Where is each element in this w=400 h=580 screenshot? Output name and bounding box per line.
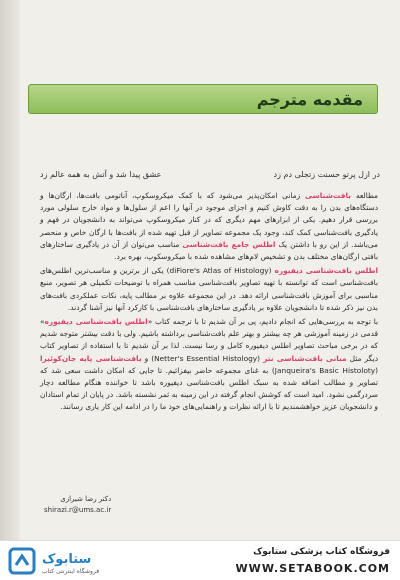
- translator-name: دکتر رضا شیرازی: [60, 495, 112, 503]
- logo-text: ستابوک: [42, 552, 92, 567]
- paragraph-1: [40, 190, 378, 263]
- text-run: مطالعه: [351, 191, 378, 200]
- text-run: (diFiore's Atlas of Histology) یکی از برترین و مناسب‌ترین اطلس‌های بافت‌شناسی است که توانسته با تهیه تصاویر بافت‌شناسی مناسب همراه با توضیحات تکمیلی هر تصویر، منبع مناسبی برای آموزش بافت‌شناسی ارائه دهد. در این مجموعه علاوه بر مطالب پایه، نکات عملکردی بافت‌های بدن نیز ذکر شده تا دانشجویان علاوه بر یادگیری ساختارهای بافت‌شناسی با کارکرد آنها نیز آشنا گردند.: [40, 266, 378, 312]
- text-run: زمانی امکان‌پذیر می‌شود که با کمک میکروسکوپ، آناتومی بافت‌ها، ارگان‌ها و دستگاه‌های بدن را به دقت کاوش کنیم و اجزای موجود در آنها را اعم از سلول‌ها و مواد خارج سلولی مورد بررسی قرار دهیم. یکی از ابزارهای مهم دیگری که در کنار میکروسکوپ می‌تواند به دانشجویان در فهم و یادگیری بافت‌شناسی کمک کند، وجود یک مجموعه تصاویر از قبل تهیه شده از بافت‌ها با ارگان خاص و منحصر می‌باشد. از این رو با داشتن یک: [40, 191, 379, 249]
- page-title: مقدمه مترجم: [256, 89, 363, 109]
- setabook-logo: [8, 545, 128, 577]
- poem: [40, 170, 380, 179]
- chapter-banner: [28, 84, 378, 114]
- text-run: با توجه به بررسی‌هایی که انجام دادیم، پی بر آن شدیم تا با ترجمه کتاب «: [147, 317, 378, 327]
- highlighted-term: اطلس بافت‌شناسی دیفیوره: [274, 266, 378, 276]
- highlighted-term: بافت‌شناسی پایه جان‌کوئیرا: [40, 353, 142, 363]
- store-url[interactable]: WWW.SETABOOK.COM: [235, 562, 390, 575]
- highlighted-term: اطلس بافت‌شناسی دیفیوره: [44, 317, 148, 327]
- highlighted-term: بافت‌شناسی: [305, 191, 352, 200]
- page-binding: [0, 0, 20, 540]
- preface-body: [40, 190, 378, 416]
- text-run: (Netter's Essential Histology) و: [141, 353, 264, 363]
- logo-subtext: فروشگاه اینترنتی کتاب: [42, 568, 100, 575]
- signature: [44, 494, 111, 516]
- text-run: (Janqueira's Basic Histoloty) به غنای مجموعه حاضر بیفزائیم. تا جایی که امکان داشت سعی شد که تصاویر و مطالب اضافه شده به سبک اطلس بافت‌شناسی دیفیوره باشد تا خواننده هنگام مطالعه دچار سردرگمی نشود. امید است که کوشش انجام گرفته در این زمینه به ثمر نشسته باشد. در پایان از تمام استادان و دانشجویان عزیز خواهشمندیم تا با ارائه نظرات و راهنمایی‌های خود ما را در ادامه این کار یاری رسانند.: [40, 365, 379, 412]
- store-footer: [0, 540, 400, 580]
- highlighted-term: مبانی بافت‌شناسی نتر: [263, 353, 347, 363]
- store-name: فروشگاه کتاب پزشکی ستابوک: [253, 547, 390, 557]
- text-run: » قدمی در زمینه آموزشی هر چه بیشتر و بهتر علم بافت‌شناسی برداشته باشیم. ولی با دقت بیشتر متوجه شدیم که در برخی مباحث تصاویر اطلس دیفیوره کامل و رسا نیست. لذا بر آن شدیم تا با استفاده از تصاویر کتاب دیگر مثل: [40, 317, 378, 363]
- paragraph-3: [40, 316, 378, 414]
- poem-right-hemistich: در ازل پرتو حسنت زتجلی دم زد: [273, 170, 380, 179]
- poem-left-hemistich: عشق پیدا شد و آتش به همه عالم زد: [40, 170, 162, 179]
- paragraph-2: [40, 265, 378, 314]
- highlighted-term: اطلس جامع بافت‌شناسی: [182, 239, 276, 249]
- text-run: مناسب می‌توان از آن در یادگیری ساختارهای بافتی ارگان‌های مختلف بدن و تشخیص لام‌های مشاهده شده با میکروسکوپ، بهره برد.: [40, 239, 378, 262]
- translator-email: shirazi.r@ums.ac.ir: [44, 506, 112, 514]
